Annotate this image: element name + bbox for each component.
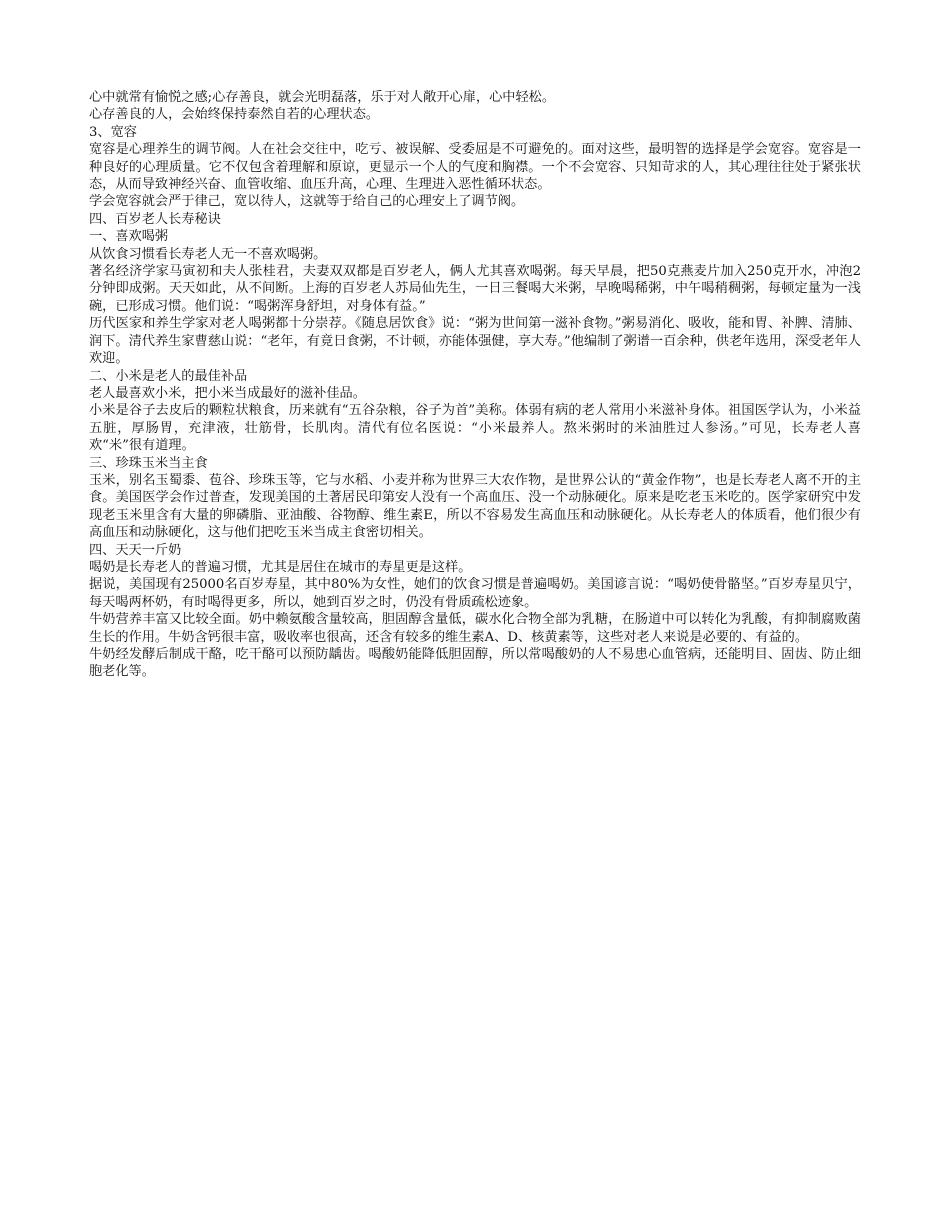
paragraph-milk-intro: 喝奶是长寿老人的普遍习惯，尤其是居住在城市的寿星更是这样。 (89, 559, 472, 575)
paragraph-porridge-history: 历代医家和养生学家对老人喝粥都十分崇荐。《随息居饮食》说：“粥为世间第一滋补食物。”粥易消化、吸收，能和胃、补脾、清肺、润下。清代养生家曹慈山说：“老年，有竟日食粥，不计顿，亦能体强健，享大寿。”他编制了粥谱一百余种，供老年选用，深受老年人欢迎。 (89, 316, 861, 367)
paragraph-milk-cheese: 牛奶经发酵后制成干酪，吃干酪可以预防龋齿。喝酸奶能降低胆固醇，所以常喝酸奶的人不易患心血管病，还能明目、固齿、防止细胞老化等。 (89, 647, 861, 680)
heading-tolerance: 3、宽容 (89, 124, 137, 140)
heading-millet: 二、小米是老人的最佳补品 (89, 368, 248, 384)
paragraph-tolerance-summary: 学会宽容就会严于律己，宽以待人，这就等于给自己的心理安上了调节阀。 (89, 194, 525, 210)
document-body (89, 89, 861, 681)
paragraph-1: 心中就常有愉悦之感;心存善良，就会光明磊落，乐于对人敞开心扉，心中轻松。 (89, 90, 556, 105)
paragraph-millet-detail: 小米是谷子去皮后的颗粒状粮食，历来就有“五谷杂粮，谷子为首”美称。体弱有病的老人常用小米滋补身体。祖国医学认为，小米益五脏，厚肠胃，充津液，壮筋骨，长肌肉。清代有位名医说：“小米最养人。熬米粥时的米油胜过人参汤。”可见，长寿老人喜欢“米”很有道理。 (89, 403, 861, 454)
heading-corn: 三、珍珠玉米当主食 (89, 455, 208, 471)
paragraph-millet-intro: 老人最喜欢小米，把小米当成最好的滋补佳品。 (89, 385, 366, 401)
paragraph-2: 心存善良的人，会始终保持泰然自若的心理状态。 (89, 107, 380, 123)
paragraph-porridge-intro: 从饮食习惯看长寿老人无一不喜欢喝粥。 (89, 246, 327, 262)
paragraph-milk-nutrition: 牛奶营养丰富又比较全面。奶中赖氨酸含量较高，胆固醇含量低，碳水化合物全部为乳糖，在肠道中可以转化为乳酸，有抑制腐败菌生长的作用。牛奶含钙很丰富，吸收率也很高，还含有较多的维生素A、D、核黄素等，这些对老人来说是必要的、有益的。 (89, 612, 861, 645)
heading-milk: 四、天天一斤奶 (89, 542, 182, 558)
heading-longevity-secrets: 四、百岁老人长寿秘诀 (89, 211, 221, 227)
paragraph-porridge-examples: 著名经济学家马寅初和夫人张桂君，夫妻双双都是百岁老人，俩人尤其喜欢喝粥。每天早晨，把50克燕麦片加入250克开水，冲泡2分钟即成粥。天天如此，从不间断。上海的百岁老人苏局仙先生，一日三餐喝大米粥，早晚喝稀粥，中午喝稍稠粥，每顿定量为一浅碗，已形成习惯。他们说：“喝粥浑身舒坦，对身体有益。” (89, 264, 861, 314)
heading-porridge: 一、喜欢喝粥 (89, 229, 169, 245)
paragraph-milk-statistics: 据说，美国现有25000名百岁寿星，其中80%为女性，她们的饮食习惯是普遍喝奶。美国谚言说：“喝奶使骨骼坚。”百岁寿星贝宁，每天喝两杯奶，有时喝得更多，所以，她到百岁之时，仍没有骨质疏松迹象。 (89, 577, 861, 610)
paragraph-corn: 玉米，别名玉蜀黍、苞谷、珍珠玉等，它与水稻、小麦并称为世界三大农作物，是世界公认的“黄金作物”，也是长寿老人离不开的主食。美国医学会作过普查，发现美国的土著居民印第安人没有一个高血压、没一个动脉硬化。原来是吃老玉米吃的。医学家研究中发现老玉米里含有大量的卵磷脂、亚油酸、谷物醇、维生素E，所以不容易发生高血压和动脉硬化。从长寿老人的体质看，他们很少有高血压和动脉硬化，这与他们把吃玉米当成主食密切相关。 (89, 472, 861, 541)
paragraph-tolerance: 宽容是心理养生的调节阀。人在社会交往中，吃亏、被误解、受委屈是不可避免的。面对这些，最明智的选择是学会宽容。宽容是一种良好的心理质量。它不仅包含着理解和原谅，更显示一个人的气度和胸襟。一个不会宽容、只知苛求的人，其心理往往处于紧张状态，从而导致神经兴奋、血管收缩、血压升高，心理、生理进入恶性循环状态。 (89, 142, 861, 193)
